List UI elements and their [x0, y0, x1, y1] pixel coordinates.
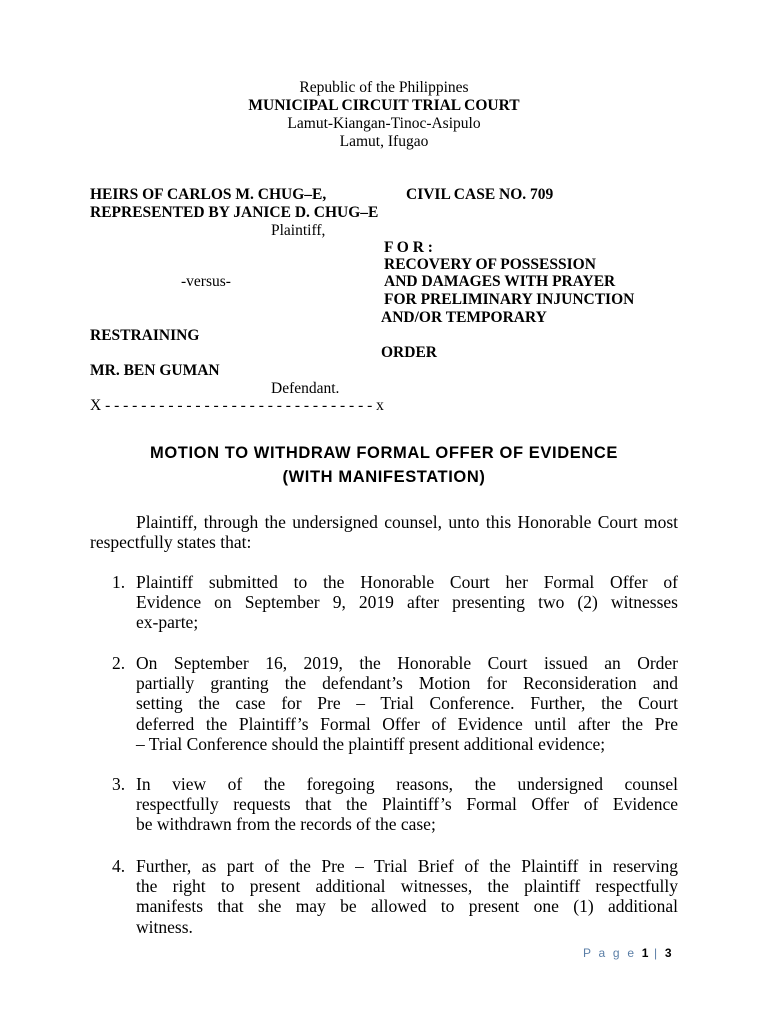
- list-item-line: manifests that she may be allowed to present one (1) additional: [136, 896, 678, 917]
- list-item: [112, 774, 678, 835]
- case-nature-line-3: FOR PRELIMINARY INJUNCTION: [384, 291, 635, 308]
- caption-separator: X - - - - - - - - - - - - - - - - - - - - - - - - - - - - - - x: [90, 397, 384, 414]
- list-item: [112, 572, 678, 633]
- list-item: [112, 856, 678, 937]
- page-separator: |: [654, 946, 660, 960]
- list-item: [112, 653, 678, 754]
- list-item-line: partially granting the defendant’s Motion for Reconsideration and: [136, 673, 678, 694]
- header-municipalities: Lamut-Kiangan-Tinoc-Asipulo: [287, 115, 481, 132]
- list-item-line: deferred the Plaintiff’s Formal Offer of Evidence until after the Pre: [136, 713, 678, 734]
- page-number: 1: [641, 946, 649, 960]
- case-number: CIVIL CASE NO. 709: [406, 186, 554, 203]
- list-item-line: In view of the foregoing reasons, the undersigned counsel: [136, 774, 678, 794]
- list-item-line: – Trial Conference should the plaintiff present additional evidence;: [136, 733, 606, 754]
- versus-label: -versus-: [181, 273, 231, 290]
- list-item-line: Evidence on September 9, 2019 after presenting two (2) witnesses: [136, 592, 678, 613]
- list-item-line: be withdrawn from the records of the case;: [136, 814, 436, 835]
- case-nature-line-1: RECOVERY OF POSSESSION: [384, 256, 596, 273]
- list-item-line: respectfully requests that the Plaintiff’s Formal Offer of Evidence: [136, 794, 678, 815]
- case-nature-line-4: AND/OR TEMPORARY: [381, 309, 547, 326]
- plaintiff-label: Plaintiff,: [271, 222, 326, 239]
- document-title: MOTION TO WITHDRAW FORMAL OFFER OF EVIDENCE: [150, 444, 618, 462]
- defendant-name: MR. BEN GUMAN: [90, 362, 220, 379]
- list-item-line: Further, as part of the Pre – Trial Brief of the Plaintiff in reserving: [136, 856, 678, 876]
- case-nature-line-2: AND DAMAGES WITH PRAYER: [384, 273, 616, 290]
- intro-paragraph: Plaintiff, through the undersigned counsel, unto this Honorable Court most respectfully states that:: [90, 512, 678, 553]
- header-location: Lamut, Ifugao: [339, 133, 429, 150]
- list-item-number: 4.: [112, 856, 126, 876]
- list-item-line: setting the case for Pre – Trial Conference. Further, the Court: [136, 693, 678, 714]
- list-item-line: Plaintiff submitted to the Honorable Court her Formal Offer of: [136, 572, 678, 592]
- list-item-line: witness.: [136, 916, 193, 937]
- represented-by: REPRESENTED BY JANICE D. CHUG–E: [90, 204, 379, 221]
- document-subtitle: (WITH MANIFESTATION): [282, 468, 486, 486]
- header-republic: Republic of the Philippines: [299, 79, 469, 96]
- list-item-line: On September 16, 2019, the Honorable Court issued an Order: [136, 653, 678, 673]
- for-label: F O R :: [384, 239, 433, 256]
- page-total: 3: [664, 946, 672, 960]
- page-footer: [583, 946, 672, 960]
- case-nature-restraining: RESTRAINING: [90, 327, 200, 344]
- list-item-number: 2.: [112, 653, 126, 673]
- list-item-line: the right to present additional witnesses, the plaintiff respectfully: [136, 876, 678, 897]
- list-item-line: ex-parte;: [136, 612, 199, 633]
- defendant-label: Defendant.: [271, 380, 340, 397]
- list-item-number: 1.: [112, 572, 126, 592]
- header-court: MUNICIPAL CIRCUIT TRIAL COURT: [248, 97, 520, 114]
- plaintiff-name: HEIRS OF CARLOS M. CHUG–E,: [90, 186, 327, 203]
- page-word: P a g e: [583, 946, 637, 960]
- list-item-number: 3.: [112, 774, 126, 794]
- case-nature-order: ORDER: [381, 344, 437, 361]
